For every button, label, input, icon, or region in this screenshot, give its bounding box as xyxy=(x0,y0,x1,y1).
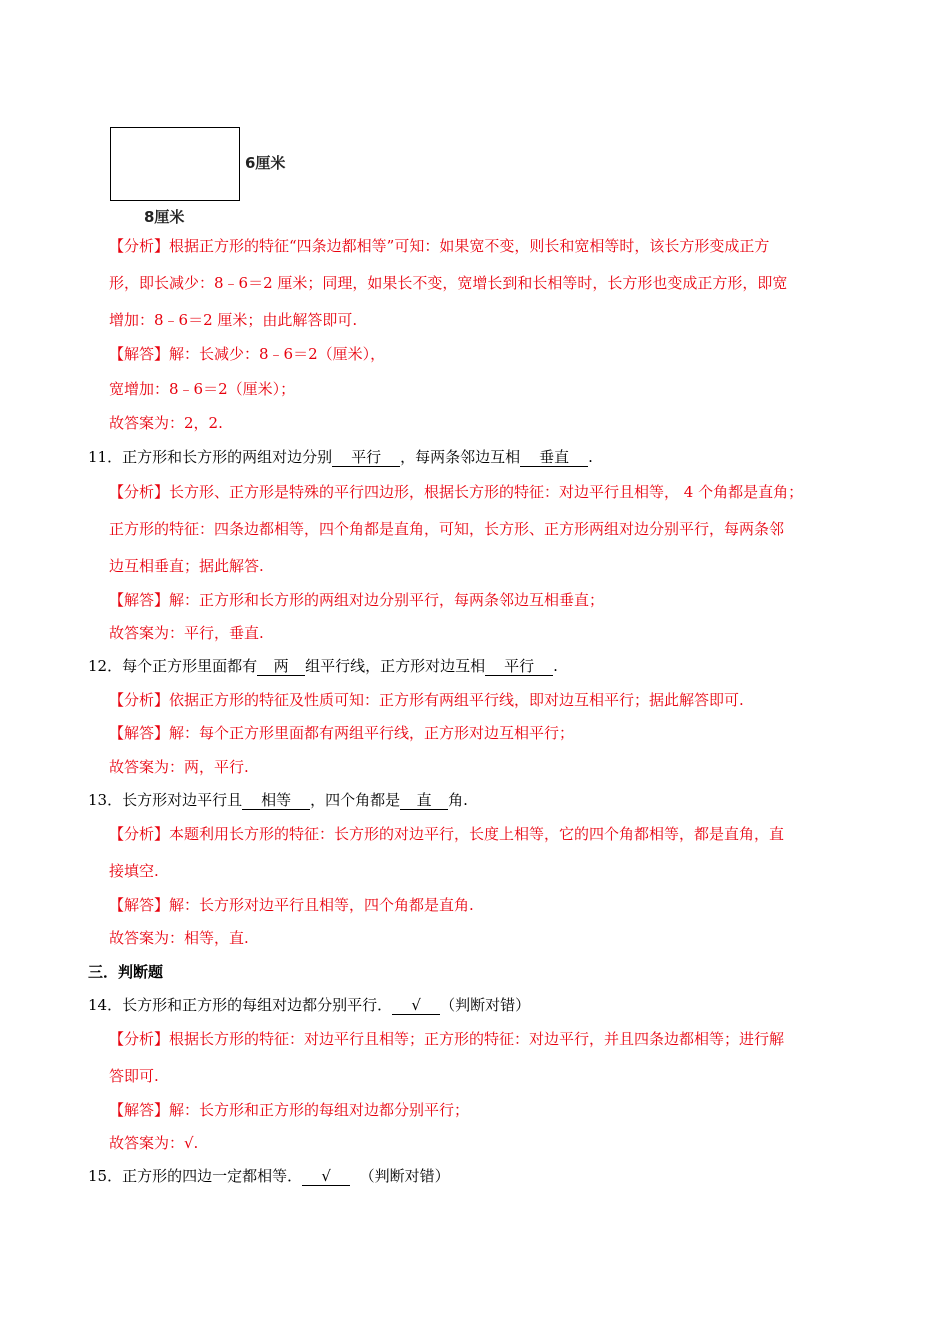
q13-text-c: 角. xyxy=(448,791,468,809)
q11-analysis-line1: 【分析】长方形、正方形是特殊的平行四边形，根据长方形的特征：对边平行且相等， 4 个角都是直角； xyxy=(109,483,804,501)
q14-text-b: （判断对错） xyxy=(440,996,531,1014)
rectangle-figure xyxy=(110,127,240,201)
q11-number: 11． xyxy=(88,448,123,466)
q13-number: 13． xyxy=(88,791,123,809)
q10-answer: 故答案为：2，2. xyxy=(109,414,223,432)
q12-text-c: . xyxy=(553,657,558,675)
q11-analysis-line3: 边互相垂直；据此解答. xyxy=(109,557,264,575)
q12-answer: 故答案为：两，平行. xyxy=(109,758,249,776)
q13-blank2: 直 xyxy=(400,791,448,810)
q13-question xyxy=(88,790,468,810)
q13-analysis-line2: 接填空. xyxy=(109,862,159,880)
q12-analysis: 【分析】依据正方形的特征及性质可知：正方形有两组平行线，即对边互相平行；据此解答即可. xyxy=(109,691,744,709)
section-heading: 三．判断题 xyxy=(88,963,164,981)
bottom-length-label: 8厘米 xyxy=(144,208,185,226)
q15-question xyxy=(88,1166,450,1186)
q14-answer: 故答案为：√. xyxy=(109,1134,199,1152)
q15-text-a: 正方形的四边一定都相等． xyxy=(122,1167,303,1185)
q14-blank: √ xyxy=(392,996,440,1015)
q10-analysis-line2: 形，即长减少：8﹣6＝2 厘米；同理，如果长不变，宽增长到和长相等时，长方形也变成正方形，即宽 xyxy=(109,274,788,292)
q14-text-a: 长方形和正方形的每组对边都分别平行． xyxy=(122,996,393,1014)
side-length-label: 6厘米 xyxy=(245,154,286,172)
q13-blank1: 相等 xyxy=(242,791,310,810)
q12-text-b: 组平行线，正方形对边互相 xyxy=(305,657,486,675)
q11-solution: 【解答】解：正方形和长方形的两组对边分别平行，每两条邻边互相垂直； xyxy=(109,591,605,609)
q12-text-a: 每个正方形里面都有 xyxy=(122,657,258,675)
q14-analysis-line1: 【分析】根据长方形的特征：对边平行且相等；正方形的特征：对边平行，并且四条边都相等；进行解 xyxy=(109,1030,785,1048)
q12-blank1: 两 xyxy=(257,657,305,676)
q11-blank2: 垂直 xyxy=(520,448,588,467)
q15-blank: √ xyxy=(302,1167,350,1186)
q14-question xyxy=(88,995,530,1015)
q13-solution: 【解答】解：长方形对边平行且相等，四个角都是直角. xyxy=(109,896,474,914)
q12-number: 12． xyxy=(88,657,123,675)
q11-text-c: . xyxy=(588,448,593,466)
q12-question xyxy=(88,656,558,676)
q10-analysis-line3: 增加：8﹣6＝2 厘米；由此解答即可. xyxy=(109,311,358,329)
q11-question xyxy=(88,447,593,467)
q11-analysis-line2: 正方形的特征：四条边都相等，四个角都是直角，可知，长方形、正方形两组对边分别平行，每两条邻 xyxy=(109,520,785,538)
q12-solution: 【解答】解：每个正方形里面都有两组平行线，正方形对边互相平行； xyxy=(109,724,575,742)
q11-text-a: 正方形和长方形的两组对边分别 xyxy=(122,448,333,466)
q15-number: 15． xyxy=(88,1167,123,1185)
q13-answer: 故答案为：相等，直. xyxy=(109,929,249,947)
q13-text-a: 长方形对边平行且 xyxy=(122,791,243,809)
q10-analysis-line1: 【分析】根据正方形的特征“四条边都相等”可知：如果宽不变，则长和宽相等时，该长方形变成正方 xyxy=(109,237,770,255)
q10-solution-line1: 【解答】解：长减少：8﹣6＝2（厘米）， xyxy=(109,345,386,363)
q14-solution: 【解答】解：长方形和正方形的每组对边都分别平行； xyxy=(109,1101,470,1119)
q13-text-b: ，四个角都是 xyxy=(310,791,401,809)
q14-number: 14． xyxy=(88,996,123,1014)
q15-text-b: （判断对错） xyxy=(359,1167,450,1185)
q11-text-b: ，每两条邻边互相 xyxy=(400,448,521,466)
q11-answer: 故答案为：平行，垂直. xyxy=(109,624,264,642)
q10-solution-line2: 宽增加：8﹣6＝2（厘米）； xyxy=(109,380,296,398)
q14-analysis-line2: 答即可. xyxy=(109,1067,159,1085)
q11-blank1: 平行 xyxy=(332,448,400,467)
q12-blank2: 平行 xyxy=(485,657,553,676)
q13-analysis-line1: 【分析】本题利用长方形的特征：长方形的对边平行，长度上相等，它的四个角都相等，都是直角，直 xyxy=(109,825,785,843)
